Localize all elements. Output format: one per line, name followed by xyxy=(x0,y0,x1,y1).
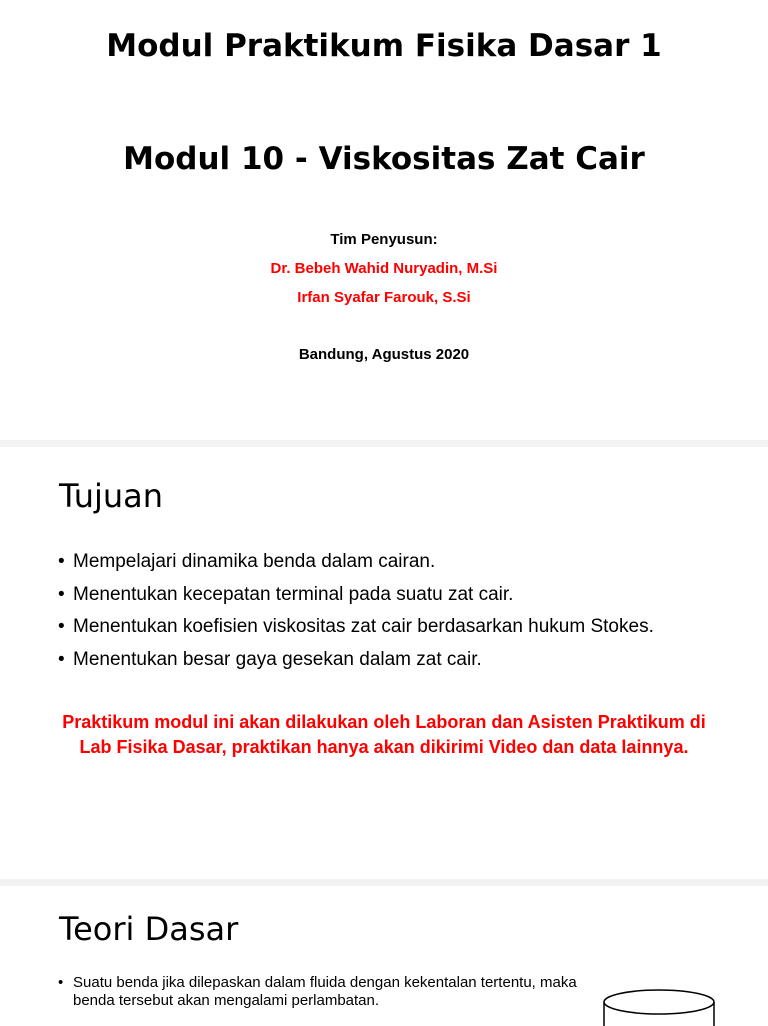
team-label: Tim Penyusun: xyxy=(330,231,438,248)
bullet-icon: • xyxy=(58,974,64,991)
section-heading: Tujuan xyxy=(59,477,164,515)
list-item-text: Menentukan besar gaya gesekan dalam zat cair. xyxy=(73,648,482,670)
list-item-text: Menentukan koefisien viskositas zat cair berdasarkan hukum Stokes. xyxy=(73,616,654,637)
beaker-icon xyxy=(600,986,718,1026)
list-item xyxy=(58,616,654,649)
bullet-icon: • xyxy=(58,648,65,670)
theory-list xyxy=(58,974,578,1016)
list-item xyxy=(58,551,654,584)
bullet-icon: • xyxy=(58,583,65,605)
list-item-text: Mempelajari dinamika benda dalam cairan. xyxy=(73,551,436,572)
author-name: Irfan Syafar Farouk, S.Si xyxy=(297,289,471,306)
slide-divider xyxy=(0,440,768,447)
location-date: Bandung, Agustus 2020 xyxy=(298,346,470,363)
list-item-text: Menentukan kecepatan terminal pada suatu zat cair. xyxy=(73,583,514,605)
bullet-icon: • xyxy=(58,551,65,572)
slide-divider xyxy=(0,879,768,886)
author-name: Dr. Bebeh Wahid Nuryadin, M.Si xyxy=(270,260,498,277)
objectives-list xyxy=(58,551,654,681)
objectives-slide xyxy=(0,447,768,879)
bullet-icon: • xyxy=(58,616,65,637)
notice-text: Praktikum modul ini akan dilakukan oleh Laboran dan Asisten Praktikum di Lab Fisika Dasar, praktikan hanya akan dikirimi Video dan data lainnya. xyxy=(62,712,706,757)
list-item-text: Suatu benda jika dilepaskan dalam fluida dengan kekentalan tertentu, maka benda tersebut akan mengalami perlambatan. xyxy=(73,974,577,1009)
theory-slide xyxy=(0,886,768,1024)
list-item xyxy=(58,584,654,617)
list-item xyxy=(58,974,578,1010)
module-title: Modul 10 - Viskositas Zat Cair xyxy=(123,141,645,177)
list-item xyxy=(58,649,654,682)
page-title: Modul Praktikum Fisika Dasar 1 xyxy=(106,28,662,64)
title-slide xyxy=(0,0,768,440)
section-heading: Teori Dasar xyxy=(59,910,239,948)
